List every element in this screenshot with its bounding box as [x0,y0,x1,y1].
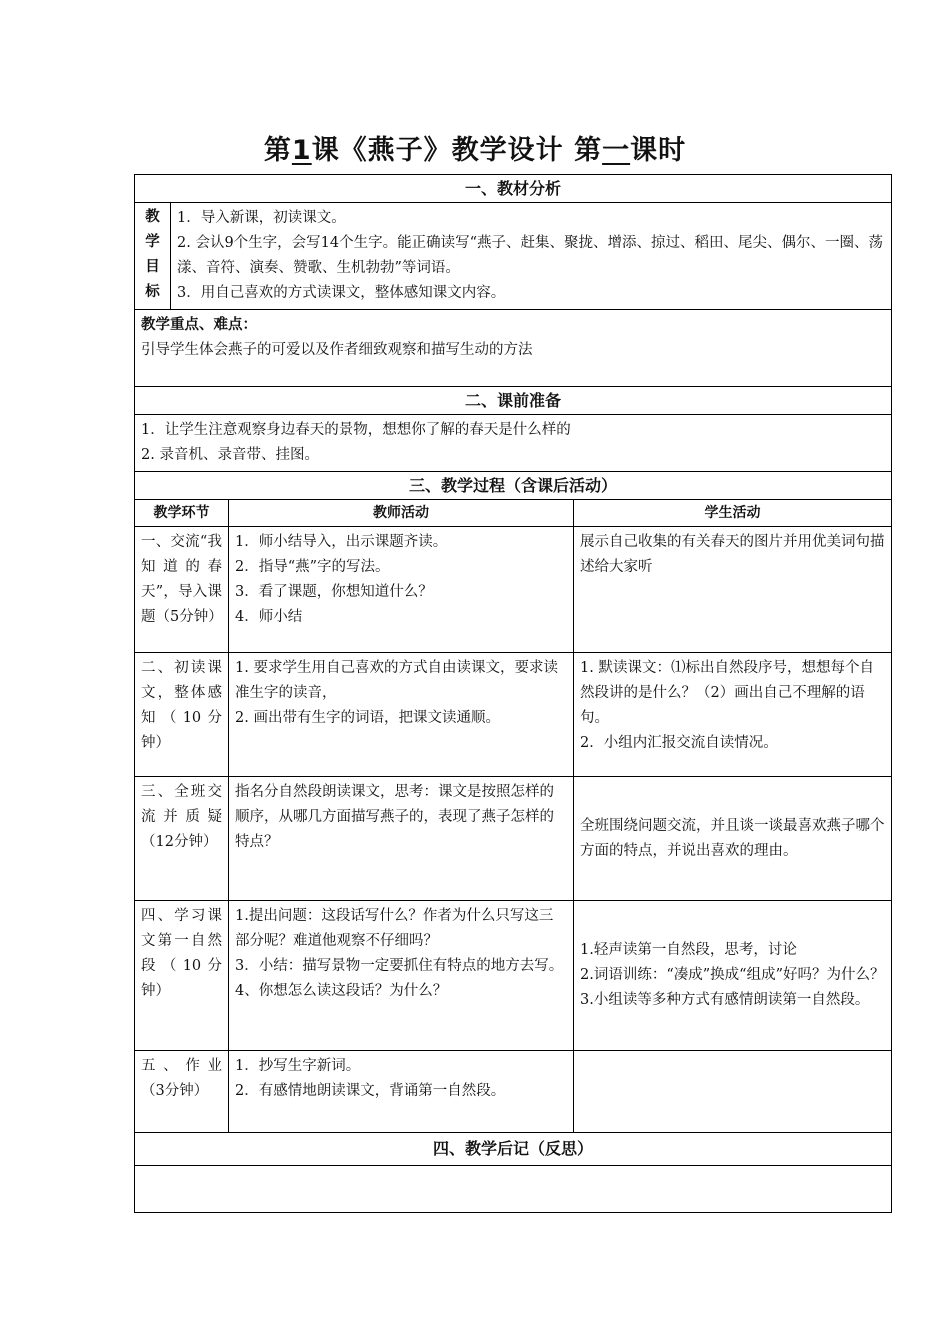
student-cell: 1.轻声读第一自然段，思考，讨论 2.词语训练：“凑成”换成“组成”好吗？为什么？ 3.小组读等多种方式有感情朗读第一自然段。 [574,901,892,1051]
title-suffix: 课时 [630,135,687,166]
key-points-label: 教学重点、难点： [141,317,257,333]
preparation-item: 1．让学生注意观察身边春天的景物，想想你了解的春天是什么样的 [141,422,571,438]
preparation-cell [135,415,892,472]
process-row [135,901,892,1051]
stage-cell: 二、初读课文，整体感知（10分钟） [135,653,229,777]
section3-heading-row [135,472,892,500]
reflection-row [135,1166,892,1213]
teacher-cell: 指名分自然段朗读课文，思考：课文是按照怎样的顺序，从哪几方面描写燕子的，表现了燕子怎样的特点？ [229,777,574,901]
objectives-content [171,203,892,310]
student-cell: 展示自己收集的有关春天的图片并用优美词句描述给大家听 [574,527,892,653]
key-points-row [135,310,892,387]
process-row [135,1051,892,1133]
period-number: 一 [602,135,631,166]
title-prefix: 第 [263,135,292,166]
column-header-stage: 教学环节 [135,500,229,527]
teacher-cell: 1．抄写生字新词。 2．有感情地朗读课文，背诵第一自然段。 [229,1051,574,1133]
objective-item: 1．导入新课，初读课文。 [177,210,346,226]
section1-heading-row [135,175,892,203]
section4-heading: 四、教学后记（反思） [135,1133,892,1166]
student-cell [574,1051,892,1133]
page-title [0,128,950,167]
lesson-number: 1 [291,135,312,166]
stage-cell: 五、作业（3分钟） [135,1051,229,1133]
lesson-plan-table [134,174,892,1213]
reflection-cell [135,1166,892,1213]
preparation-item: 2. 录音机、录音带、挂图。 [141,447,319,463]
title-middle: 课《燕子》教学设计 第 [311,135,603,166]
section2-heading: 二、课前准备 [135,387,892,415]
teacher-cell: 1.提出问题：这段话写什么？作者为什么只写这三部分呢？难道他观察不仔细吗？ 3．小结：描写景物一定要抓住有特点的地方去写。 4、你想怎么读这段话？为什么？ [229,901,574,1051]
stage-cell: 四、学习课文第一自然段（10分钟） [135,901,229,1051]
stage-cell: 一、交流“我知道的春天”，导入课题（5分钟） [135,527,229,653]
section3-heading: 三、教学过程（含课后活动） [135,472,892,500]
column-header-teacher: 教师活动 [229,500,574,527]
column-header-student: 学生活动 [574,500,892,527]
stage-cell: 三、全班交流并质疑（12分钟） [135,777,229,901]
section1-heading: 一、教材分析 [135,175,892,203]
student-cell: 全班围绕问题交流，并且谈一谈最喜欢燕子哪个方面的特点，并说出喜欢的理由。 [574,777,892,901]
objectives-label: 教 学 目 标 [135,203,171,310]
objectives-row [135,203,892,310]
section2-heading-row [135,387,892,415]
preparation-row [135,415,892,472]
student-cell: 1. 默读课文：⑴标出自然段序号，想想每个自然段讲的是什么？（2）画出自己不理解的语句。 2．小组内汇报交流自读情况。 [574,653,892,777]
teacher-cell: 1. 要求学生用自己喜欢的方式自由读课文，要求读准生字的读音， 2. 画出带有生字的词语，把课文读通顺。 [229,653,574,777]
objective-item: 3．用自己喜欢的方式读课文，整体感知课文内容。 [177,285,506,301]
process-row [135,527,892,653]
objective-item: 2. 会认9个生字，会写14个生字。能正确读写“燕子、赶集、聚拢、增添、掠过、稻田、尾尖、偶尔、一圈、荡漾、音符、演奏、赞歌、生机勃勃”等词语。 [177,235,884,276]
key-points-cell [135,310,892,387]
process-row [135,653,892,777]
key-points-text: 引导学生体会燕子的可爱以及作者细致观察和描写生动的方法 [141,342,533,358]
section4-heading-row [135,1133,892,1166]
process-row [135,777,892,901]
process-header-row [135,500,892,527]
teacher-cell: 1．师小结导入，出示课题齐读。 2．指导“燕”字的写法。 3．看了课题，你想知道什么？ 4．师小结 [229,527,574,653]
